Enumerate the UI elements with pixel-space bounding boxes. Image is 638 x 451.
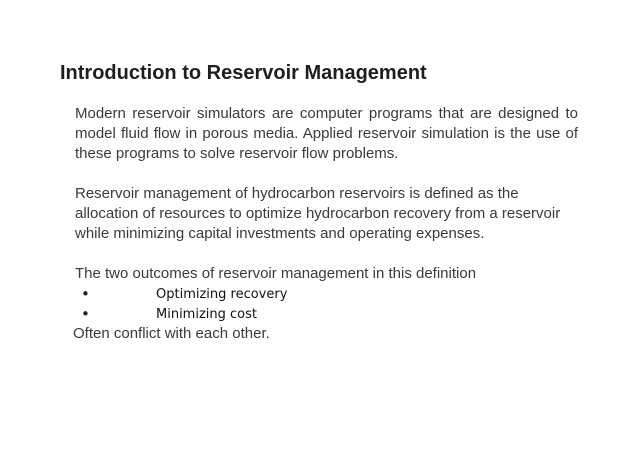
outcomes-list [75, 284, 578, 324]
bullet-text-cost: Minimizing cost [156, 307, 257, 322]
bullet-text-recovery: Optimizing recovery [156, 287, 288, 302]
bullet-icon: • [81, 285, 90, 303]
paragraph-simulators: Modern reservoir simulators are computer programs that are designed to model fluid flow in porous media. Applied reservoir simulation is the use of these programs to solve reservoir flow problems. [75, 105, 578, 162]
paragraph-management-definition: Reservoir management of hydrocarbon reservoirs is defined as the allocation of resources to optimize hydrocarbon recovery from a reservoir while minimizing capital investments and operating expenses. [75, 185, 561, 242]
paragraph-conflict: Often conflict with each other. [73, 325, 270, 342]
list-item [75, 304, 578, 324]
slide-title: Introduction to Reservoir Management [60, 62, 427, 84]
bullet-icon: • [81, 305, 90, 323]
slide-body [75, 104, 578, 344]
paragraph-outcomes-intro: The two outcomes of reservoir management in this definition [75, 265, 477, 282]
list-item [75, 284, 578, 304]
